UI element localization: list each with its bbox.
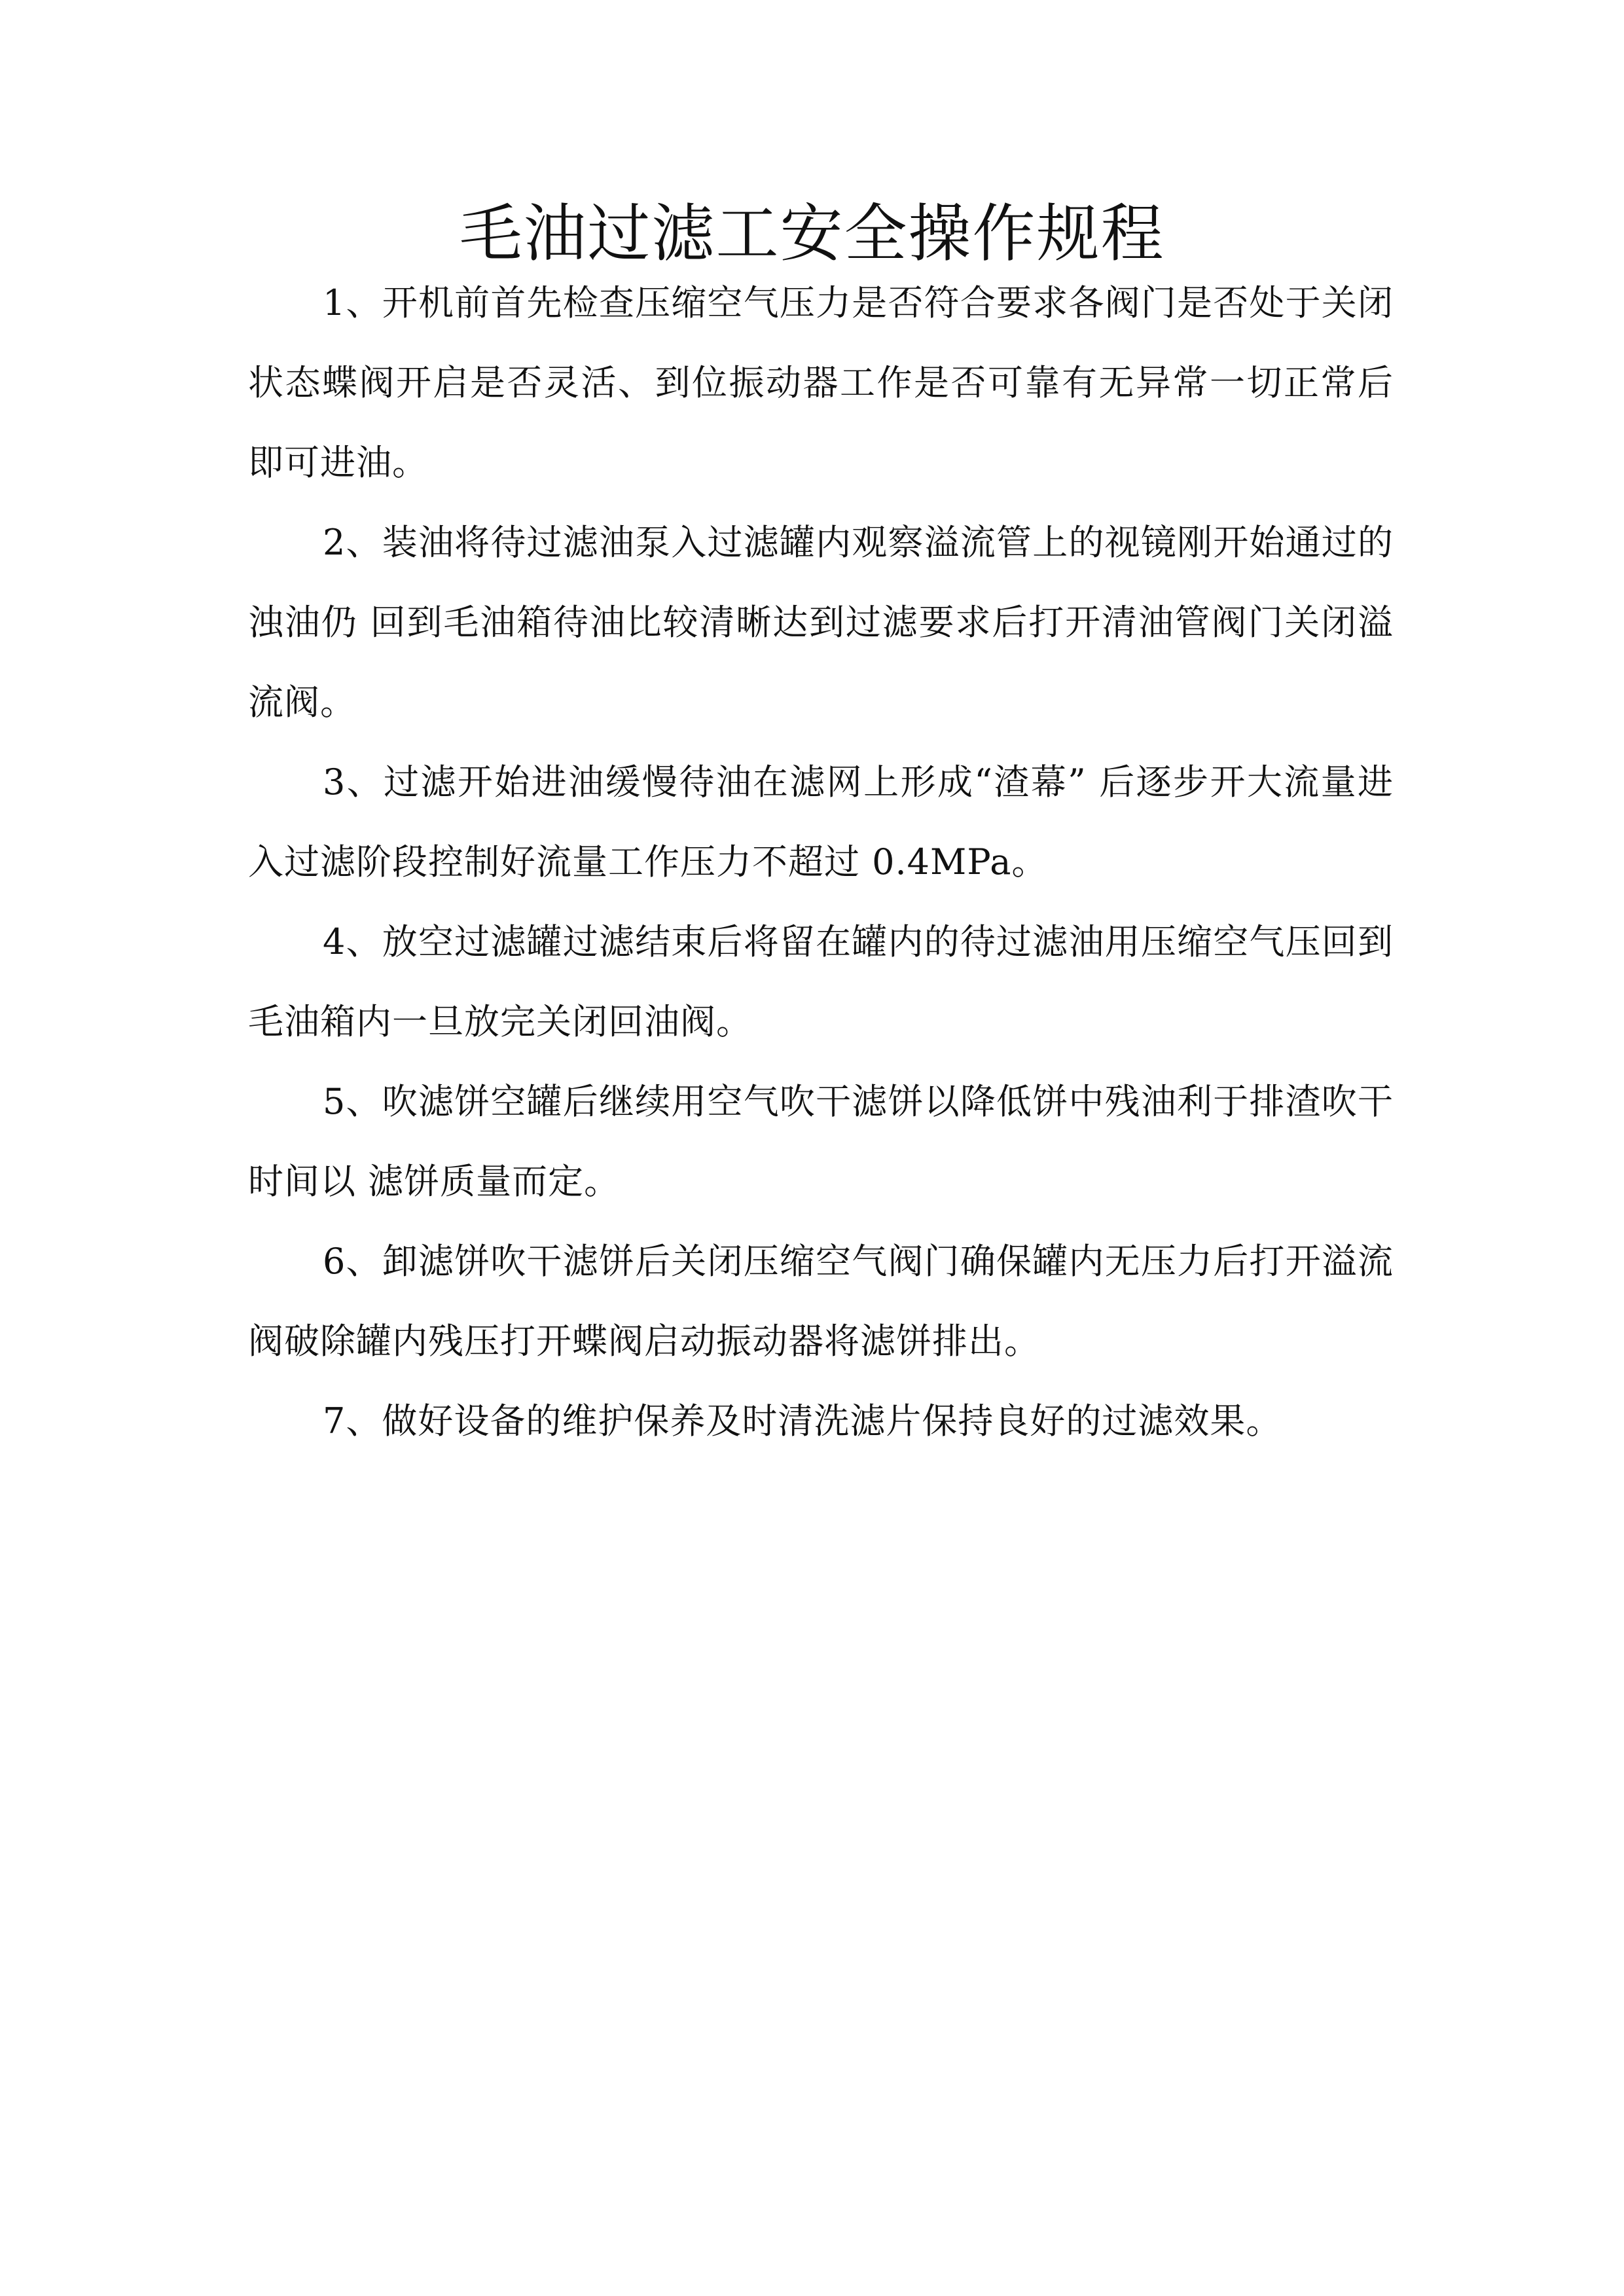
paragraph-4: 4、放空过滤罐过滤结束后将留在罐内的待过滤油用压缩空气压回到毛油箱内一旦放完关闭回油阀。 bbox=[248, 921, 1394, 1042]
paragraph-5: 5、吹滤饼空罐后继续用空气吹干滤饼以降低饼中残油利于排渣吹干时间以 滤饼质量而定。 bbox=[248, 1081, 1394, 1202]
paragraph-1: 1、开机前首先检查压缩空气压力是否符合要求各阀门是否处于关闭状态蝶阀开启是否灵活、到位振动器工作是否可靠有无异常一切正常后即可进油。 bbox=[248, 282, 1394, 483]
paragraph-6: 6、卸滤饼吹干滤饼后关闭压缩空气阀门确保罐内无压力后打开溢流阀破除罐内残压打开蝶阀启动振动器将滤饼排出。 bbox=[248, 1241, 1394, 1362]
paragraph-7: 7、做好设备的维护保养及时清洗滤片保持良好的过滤效果。 bbox=[323, 1400, 1282, 1442]
page-title: 毛油过滤工安全操作规程 bbox=[459, 197, 1165, 271]
document-body bbox=[248, 263, 1394, 1461]
paragraph-2: 2、装油将待过滤油泵入过滤罐内观察溢流管上的视镜刚开始通过的浊油仍 回到毛油箱待油比较清晰达到过滤要求后打开清油管阀门关闭溢流阀。 bbox=[248, 522, 1394, 723]
paragraph-3: 3、过滤开始进油缓慢待油在滤网上形成“渣幕” 后逐步开大流量进入过滤阶段控制好流量工作压力不超过 0.4MPa。 bbox=[248, 761, 1394, 883]
